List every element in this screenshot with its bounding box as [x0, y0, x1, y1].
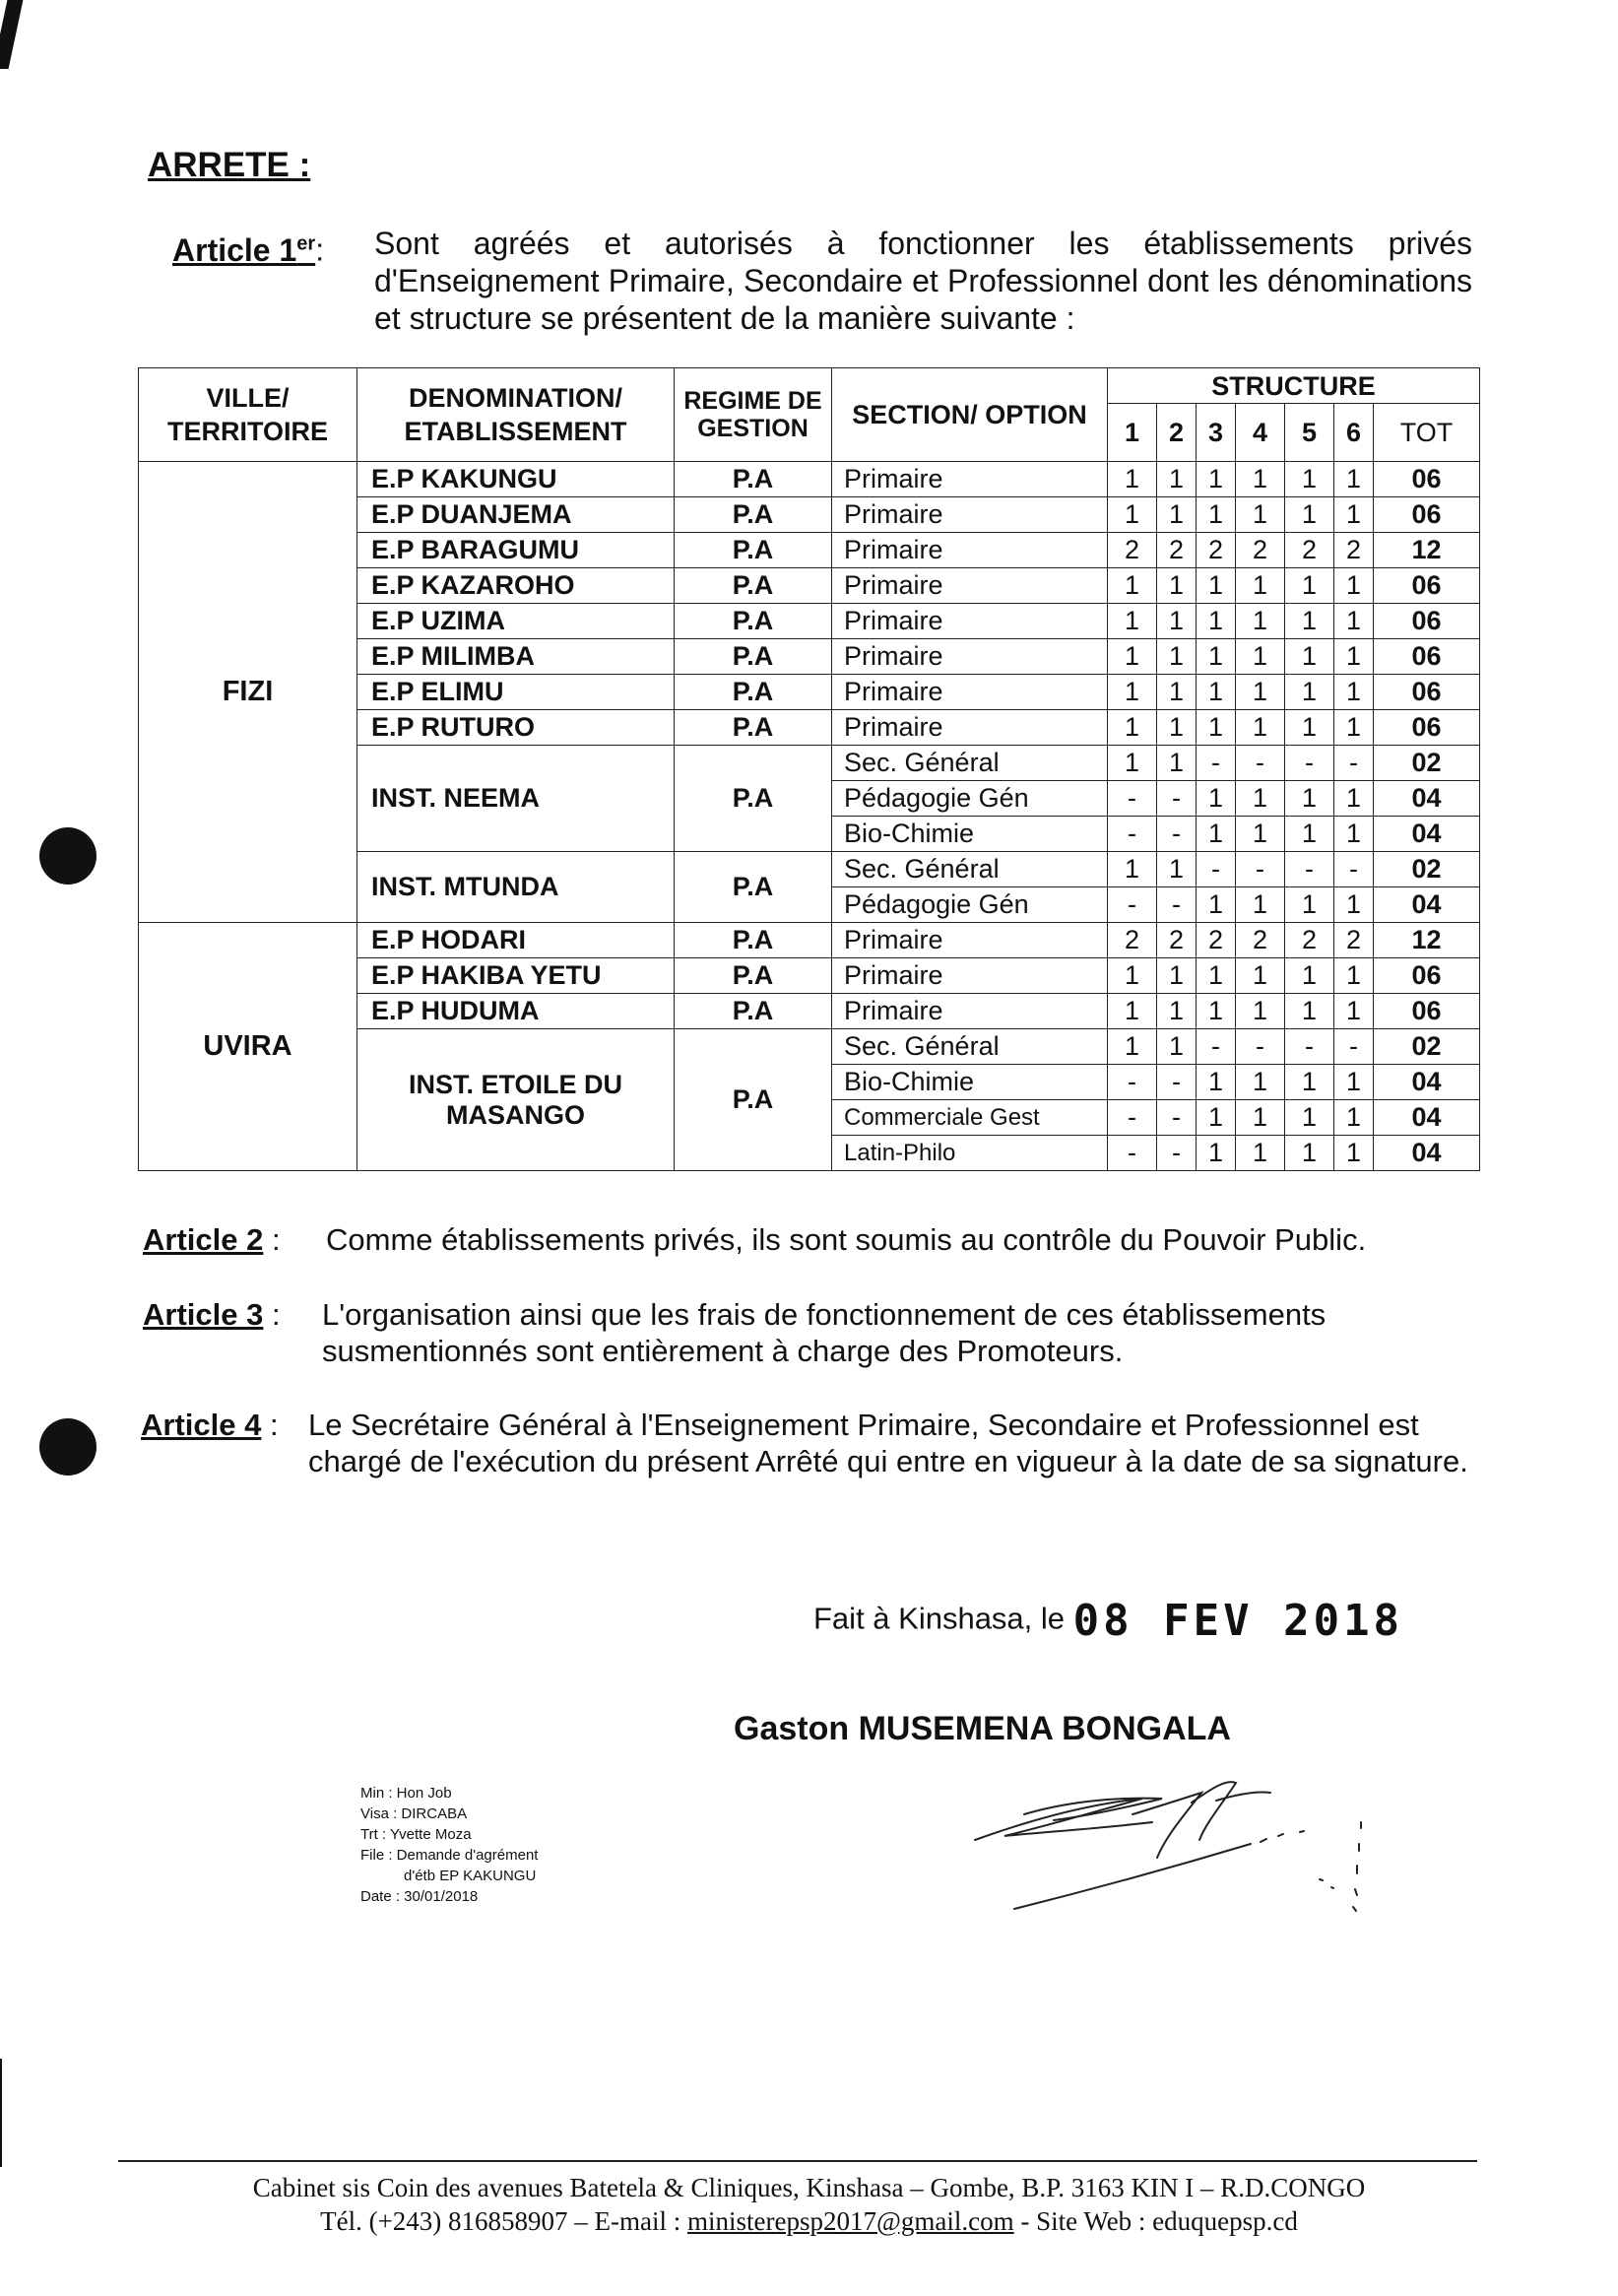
school-regime: P.A — [675, 675, 832, 710]
footer-address: Cabinet sis Coin des avenues Batetela & Cliniques, Kinshasa – Gombe, B.P. 3163 KIN I – R.D.CONGO — [252, 2173, 1366, 2202]
class-count: 1 — [1285, 497, 1334, 533]
class-count: - — [1108, 781, 1157, 817]
class-count: 1 — [1197, 887, 1236, 923]
class-count: 2 — [1236, 923, 1285, 958]
place-date-line — [813, 1596, 1403, 1646]
class-count: 1 — [1236, 675, 1285, 710]
class-count: 1 — [1197, 497, 1236, 533]
class-count: 1 — [1108, 710, 1157, 746]
class-count: 1 — [1108, 639, 1157, 675]
footer-email-link[interactable]: ministerepsp2017@gmail.com — [687, 2206, 1014, 2236]
class-count: 1 — [1157, 604, 1197, 639]
class-count: 1 — [1236, 497, 1285, 533]
class-count: 1 — [1285, 568, 1334, 604]
school-regime: P.A — [675, 639, 832, 675]
section-option: Sec. Général — [832, 1029, 1108, 1065]
class-count: 1 — [1157, 746, 1197, 781]
class-count: 2 — [1197, 533, 1236, 568]
section-option: Pédagogie Gén — [832, 887, 1108, 923]
school-name: E.P KAZAROHO — [357, 568, 675, 604]
routing-line: Date : 30/01/2018 — [360, 1888, 479, 1905]
footer-divider — [118, 2160, 1477, 2162]
header-class-2: 2 — [1157, 404, 1197, 462]
class-count: 1 — [1285, 710, 1334, 746]
class-count: 1 — [1236, 887, 1285, 923]
header-class-5: 5 — [1285, 404, 1334, 462]
article-1-text: Sont agréés et autorisés à fonctionner les établissements privés d'Enseignement Primaire, Secondaire et Professionnel dont les dénominations et structure se présentent de la manière suivante : — [374, 226, 1472, 336]
class-count: 1 — [1334, 675, 1374, 710]
footer-phone: Tél. (+243) 816858907 – E-mail : — [320, 2206, 681, 2236]
total: 02 — [1374, 852, 1480, 887]
class-count: 1 — [1108, 1029, 1157, 1065]
school-name: E.P HAKIBA YETU — [357, 958, 675, 994]
header-denomination: DENOMINATION/ ETABLISSEMENT — [357, 368, 675, 462]
class-count: 1 — [1197, 781, 1236, 817]
class-count: 1 — [1236, 710, 1285, 746]
school-structure-table — [138, 367, 1480, 1171]
routing-line: d'étb EP KAKUNGU — [404, 1868, 537, 1884]
class-count: - — [1157, 817, 1197, 852]
school-name: INST. ETOILE DU MASANGO — [357, 1029, 675, 1171]
class-count: 2 — [1285, 923, 1334, 958]
section-option: Latin-Philo — [832, 1136, 1108, 1171]
school-name: E.P KAKUNGU — [357, 462, 675, 497]
school-regime: P.A — [675, 604, 832, 639]
scan-dot-2 — [39, 1418, 97, 1476]
total: 12 — [1374, 923, 1480, 958]
class-count: 1 — [1236, 568, 1285, 604]
section-option: Sec. Général — [832, 746, 1108, 781]
place-text: Fait à Kinshasa, le — [813, 1601, 1066, 1636]
class-count: 2 — [1157, 923, 1197, 958]
class-count: - — [1285, 746, 1334, 781]
class-count: 1 — [1108, 604, 1157, 639]
school-name: E.P RUTURO — [357, 710, 675, 746]
class-count: 1 — [1285, 639, 1334, 675]
class-count: - — [1108, 1136, 1157, 1171]
class-count: 1 — [1197, 639, 1236, 675]
section-option: Primaire — [832, 958, 1108, 994]
class-count: - — [1285, 852, 1334, 887]
class-count: 1 — [1236, 639, 1285, 675]
class-count: - — [1157, 781, 1197, 817]
class-count: 1 — [1236, 958, 1285, 994]
section-option: Primaire — [832, 604, 1108, 639]
class-count: - — [1334, 746, 1374, 781]
class-count: 1 — [1334, 781, 1374, 817]
class-count: 1 — [1285, 781, 1334, 817]
header-tot: TOT — [1374, 404, 1480, 462]
class-count: 1 — [1157, 852, 1197, 887]
school-name: E.P UZIMA — [357, 604, 675, 639]
class-count: 1 — [1236, 1065, 1285, 1100]
class-count: 1 — [1285, 462, 1334, 497]
section-option: Primaire — [832, 462, 1108, 497]
class-count: - — [1157, 887, 1197, 923]
class-count: - — [1285, 1029, 1334, 1065]
class-count: 1 — [1334, 817, 1374, 852]
class-count: - — [1157, 1136, 1197, 1171]
total: 04 — [1374, 887, 1480, 923]
header-regime: REGIME DE GESTION — [675, 368, 832, 462]
class-count: 1 — [1236, 817, 1285, 852]
article-2-label: Article 2 : — [143, 1222, 281, 1257]
class-count: 1 — [1108, 994, 1157, 1029]
class-count: 1 — [1334, 710, 1374, 746]
class-count: 2 — [1334, 923, 1374, 958]
class-count: 1 — [1157, 710, 1197, 746]
class-count: - — [1334, 852, 1374, 887]
school-regime: P.A — [675, 1029, 832, 1171]
class-count: 2 — [1197, 923, 1236, 958]
class-count: - — [1197, 746, 1236, 781]
class-count: 2 — [1236, 533, 1285, 568]
section-option: Bio-Chimie — [832, 817, 1108, 852]
class-count: 1 — [1108, 852, 1157, 887]
total: 04 — [1374, 781, 1480, 817]
class-count: 1 — [1334, 568, 1374, 604]
class-count: 1 — [1157, 1029, 1197, 1065]
class-count: 1 — [1236, 604, 1285, 639]
section-option: Sec. Général — [832, 852, 1108, 887]
class-count: 1 — [1334, 639, 1374, 675]
section-option: Bio-Chimie — [832, 1065, 1108, 1100]
class-count: 1 — [1285, 817, 1334, 852]
section-option: Primaire — [832, 675, 1108, 710]
school-regime: P.A — [675, 994, 832, 1029]
class-count: 1 — [1157, 462, 1197, 497]
class-count: 1 — [1334, 1065, 1374, 1100]
section-option: Primaire — [832, 710, 1108, 746]
footer-contact — [0, 2206, 1618, 2237]
class-count: - — [1108, 817, 1157, 852]
total: 12 — [1374, 533, 1480, 568]
article-1-label: Article 1er: — [172, 231, 325, 268]
table-row — [139, 462, 1480, 497]
school-name: E.P HUDUMA — [357, 994, 675, 1029]
header-structure: STRUCTURE — [1108, 368, 1480, 404]
total: 06 — [1374, 497, 1480, 533]
class-count: - — [1108, 887, 1157, 923]
total: 04 — [1374, 1100, 1480, 1136]
header-class-1: 1 — [1108, 404, 1157, 462]
section-option: Primaire — [832, 497, 1108, 533]
school-name: E.P MILIMBA — [357, 639, 675, 675]
header-ville: VILLE/ TERRITOIRE — [139, 368, 357, 462]
footer-website: - Site Web : eduquepsp.cd — [1020, 2206, 1298, 2236]
school-regime: P.A — [675, 923, 832, 958]
class-count: 1 — [1236, 781, 1285, 817]
school-regime: P.A — [675, 568, 832, 604]
school-name: E.P ELIMU — [357, 675, 675, 710]
school-regime: P.A — [675, 533, 832, 568]
routing-notes — [360, 1783, 538, 1907]
class-count: 2 — [1108, 533, 1157, 568]
class-count: - — [1236, 746, 1285, 781]
total: 02 — [1374, 746, 1480, 781]
header-class-3: 3 — [1197, 404, 1236, 462]
class-count: 1 — [1334, 497, 1374, 533]
decree-heading: ARRETE : — [148, 146, 311, 184]
total: 06 — [1374, 994, 1480, 1029]
city-uvira: UVIRA — [139, 923, 357, 1171]
class-count: 1 — [1157, 639, 1197, 675]
total: 06 — [1374, 462, 1480, 497]
total: 06 — [1374, 568, 1480, 604]
school-regime: P.A — [675, 462, 832, 497]
class-count: 2 — [1108, 923, 1157, 958]
class-count: 1 — [1285, 1065, 1334, 1100]
class-count: 1 — [1197, 462, 1236, 497]
article-3-label: Article 3 : — [143, 1297, 281, 1332]
class-count: 1 — [1285, 994, 1334, 1029]
class-count: 1 — [1157, 994, 1197, 1029]
scan-mark-top-left — [0, 0, 23, 69]
total: 04 — [1374, 1065, 1480, 1100]
class-count: 1 — [1108, 497, 1157, 533]
class-count: 1 — [1334, 1136, 1374, 1171]
class-count: 1 — [1285, 604, 1334, 639]
class-count: - — [1236, 852, 1285, 887]
class-count: 1 — [1197, 1100, 1236, 1136]
total: 06 — [1374, 958, 1480, 994]
class-count: - — [1236, 1029, 1285, 1065]
class-count: 1 — [1197, 994, 1236, 1029]
class-count: 1 — [1197, 568, 1236, 604]
total: 06 — [1374, 639, 1480, 675]
section-option: Commerciale Gest — [832, 1100, 1108, 1136]
class-count: 1 — [1334, 994, 1374, 1029]
class-count: 1 — [1334, 462, 1374, 497]
city-fizi: FIZI — [139, 462, 357, 923]
section-option: Primaire — [832, 568, 1108, 604]
section-option: Pédagogie Gén — [832, 781, 1108, 817]
date-stamp: 08 FEV 2018 — [1072, 1596, 1404, 1646]
class-count: 2 — [1334, 533, 1374, 568]
total: 02 — [1374, 1029, 1480, 1065]
class-count: 1 — [1108, 462, 1157, 497]
section-option: Primaire — [832, 533, 1108, 568]
section-option: Primaire — [832, 923, 1108, 958]
scan-dot-1 — [39, 827, 97, 885]
total: 06 — [1374, 710, 1480, 746]
class-count: 1 — [1285, 958, 1334, 994]
class-count: 1 — [1236, 994, 1285, 1029]
school-regime: P.A — [675, 852, 832, 923]
class-count: 1 — [1197, 604, 1236, 639]
class-count: 1 — [1108, 675, 1157, 710]
class-count: 1 — [1334, 958, 1374, 994]
section-option: Primaire — [832, 994, 1108, 1029]
class-count: - — [1157, 1100, 1197, 1136]
article-4-text: Le Secrétaire Général à l'Enseignement Primaire, Secondaire et Professionnel est chargé de l'exécution du présent Arrêté qui entre en vigueur à la date de sa signature. — [308, 1408, 1468, 1478]
routing-line: Min : Hon Job — [360, 1785, 452, 1802]
scan-edge-left — [0, 2059, 2, 2167]
table-row — [139, 923, 1480, 958]
class-count: 1 — [1197, 1136, 1236, 1171]
class-count: 1 — [1157, 675, 1197, 710]
class-count: 1 — [1236, 1100, 1285, 1136]
class-count: 1 — [1236, 1136, 1285, 1171]
article-3-text: L'organisation ainsi que les frais de fonctionnement de ces établissements susmentionnés sont entièrement à charge des Promoteurs. — [322, 1297, 1327, 1368]
class-count: 1 — [1197, 958, 1236, 994]
routing-line: File : Demande d'agrément — [360, 1847, 539, 1864]
class-count: 1 — [1197, 817, 1236, 852]
total: 04 — [1374, 1136, 1480, 1171]
class-count: 1 — [1157, 568, 1197, 604]
class-count: 1 — [1334, 1100, 1374, 1136]
class-count: 2 — [1285, 533, 1334, 568]
class-count: 1 — [1285, 1136, 1334, 1171]
total: 04 — [1374, 817, 1480, 852]
class-count: 1 — [1334, 604, 1374, 639]
class-count: 1 — [1197, 710, 1236, 746]
school-name: INST. NEEMA — [357, 746, 675, 852]
class-count: 1 — [1285, 887, 1334, 923]
class-count: - — [1108, 1065, 1157, 1100]
school-regime: P.A — [675, 746, 832, 852]
class-count: - — [1108, 1100, 1157, 1136]
class-count: 1 — [1108, 746, 1157, 781]
total: 06 — [1374, 675, 1480, 710]
header-section: SECTION/ OPTION — [832, 368, 1108, 462]
class-count: 2 — [1157, 533, 1197, 568]
school-name: E.P DUANJEMA — [357, 497, 675, 533]
routing-line: Trt : Yvette Moza — [360, 1826, 472, 1843]
class-count: 1 — [1157, 497, 1197, 533]
class-count: 1 — [1108, 958, 1157, 994]
article-4-label: Article 4 : — [141, 1408, 279, 1442]
class-count: - — [1197, 1029, 1236, 1065]
signatory-name: Gaston MUSEMENA BONGALA — [734, 1710, 1231, 1747]
school-regime: P.A — [675, 710, 832, 746]
class-count: 1 — [1285, 675, 1334, 710]
routing-line: Visa : DIRCABA — [360, 1805, 468, 1822]
school-regime: P.A — [675, 958, 832, 994]
class-count: 1 — [1157, 958, 1197, 994]
total: 06 — [1374, 604, 1480, 639]
class-count: 1 — [1285, 1100, 1334, 1136]
class-count: 1 — [1236, 462, 1285, 497]
class-count: - — [1334, 1029, 1374, 1065]
section-option: Primaire — [832, 639, 1108, 675]
school-name: E.P HODARI — [357, 923, 675, 958]
class-count: 1 — [1108, 568, 1157, 604]
class-count: - — [1197, 852, 1236, 887]
handwritten-signature — [965, 1763, 1379, 1940]
school-regime: P.A — [675, 497, 832, 533]
class-count: 1 — [1334, 887, 1374, 923]
article-2-text: Comme établissements privés, ils sont soumis au contrôle du Pouvoir Public. — [326, 1222, 1367, 1257]
school-name: INST. MTUNDA — [357, 852, 675, 923]
school-name: E.P BARAGUMU — [357, 533, 675, 568]
class-count: - — [1157, 1065, 1197, 1100]
class-count: 1 — [1197, 1065, 1236, 1100]
class-count: 1 — [1197, 675, 1236, 710]
header-class-4: 4 — [1236, 404, 1285, 462]
header-class-6: 6 — [1334, 404, 1374, 462]
